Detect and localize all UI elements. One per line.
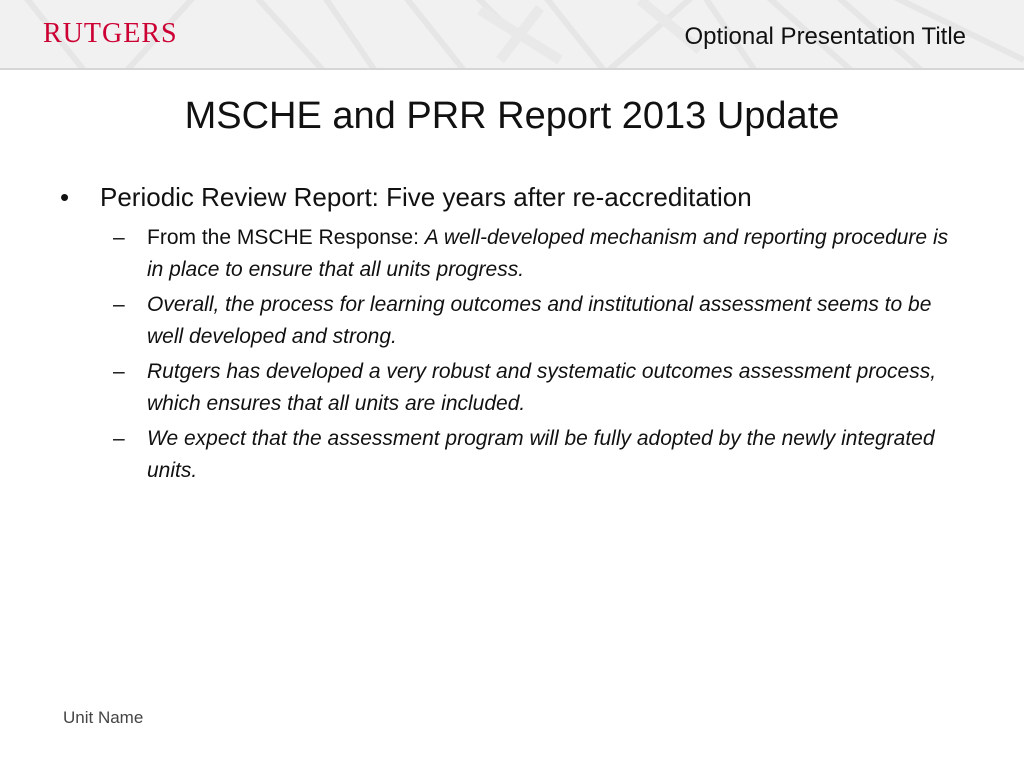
dash-marker: – [113,293,125,316]
main-bullet [60,178,970,216]
sub-bullet-text: Rutgers has developed a very robust and systematic outcomes assessment process, which ensures that all units are included. [147,360,937,415]
dash-marker: – [113,427,125,450]
sub-bullet-item [60,356,970,420]
unit-name-footer: Unit Name [63,708,144,727]
main-bullet-text: Periodic Review Report: Five years after re-accreditation [100,182,752,212]
sub-bullet-text: A well-developed mechanism and reporting procedure is in place to ensure that all units progress. [147,226,949,281]
sub-bullet-item [60,289,970,353]
header-band [0,0,1024,68]
dash-marker: – [113,226,125,249]
slide-content [60,178,970,490]
header-divider [0,68,1024,70]
dash-marker: – [113,360,125,383]
presentation-title: Optional Presentation Title [684,23,966,50]
sub-bullet-text: Overall, the process for learning outcomes and institutional assessment seems to be well developed and strong. [147,293,932,348]
sub-bullet-prefix: From the MSCHE Response: [147,226,425,249]
sub-bullet-text: We expect that the assessment program will be fully adopted by the newly integrated units. [147,427,935,482]
sub-bullet-item [60,423,970,487]
bullet-marker: • [60,182,70,212]
logo-text: RUTGERS [43,18,178,49]
slide-title: MSCHE and PRR Report 2013 Update [184,95,840,137]
rutgers-logo [43,14,178,54]
sub-bullet-list [60,222,970,487]
sub-bullet-item [60,222,970,286]
